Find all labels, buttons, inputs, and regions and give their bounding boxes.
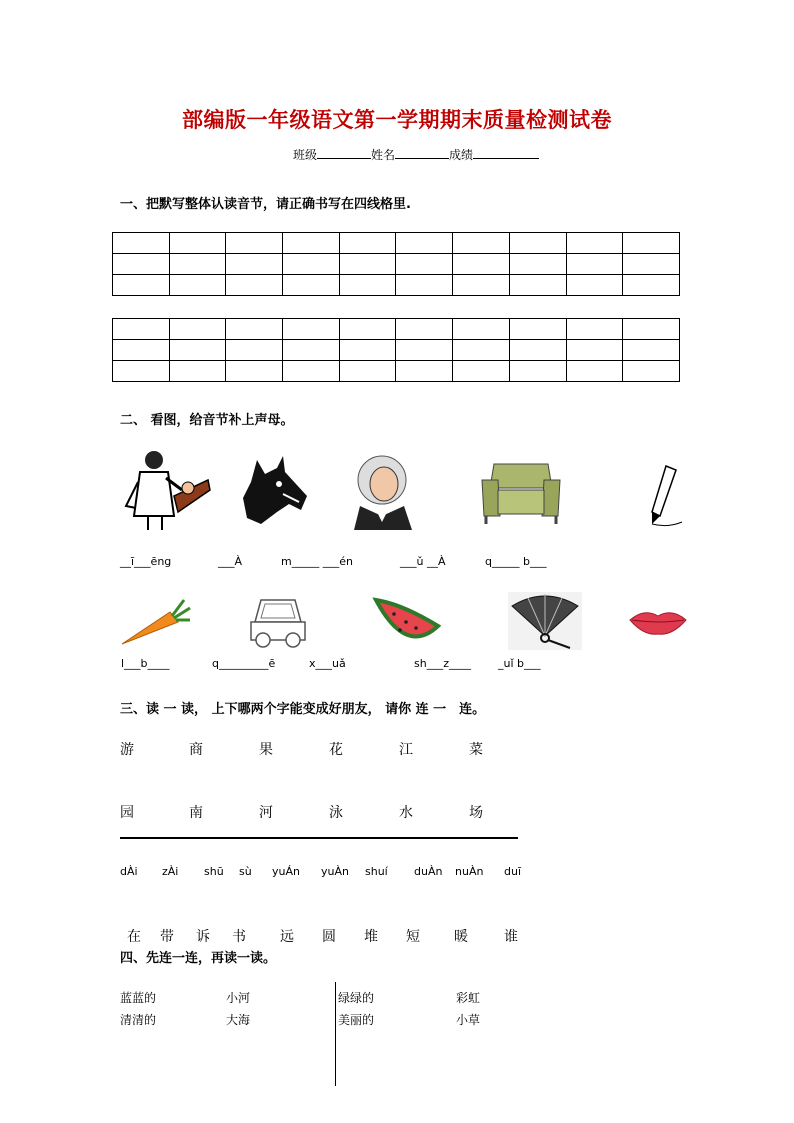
pinyin-blank[interactable]: sh___z____ xyxy=(414,657,471,670)
adjective-item[interactable]: 蓝蓝的 xyxy=(120,991,157,1005)
class-label: 班级 xyxy=(293,148,318,162)
word-char-bottom[interactable]: 场 xyxy=(469,805,483,821)
old-man-icon xyxy=(346,450,418,530)
doctor-icon xyxy=(118,446,212,532)
pinyin-item[interactable]: duī xyxy=(504,865,522,878)
word-char-top[interactable]: 菜 xyxy=(469,742,483,758)
section4-heading: 四、先连一连，再读一读。 xyxy=(120,951,277,966)
pinyin-blank[interactable]: ___À xyxy=(218,555,243,568)
section1-heading: 一、把默写整体认读音节，请正确书写在四线格里. xyxy=(120,197,411,212)
word-char-bottom[interactable]: 水 xyxy=(399,805,413,821)
score-label: 成绩 xyxy=(449,148,474,162)
hanzi-item[interactable]: 谁 xyxy=(504,929,518,945)
page-title: 部编版一年级语文第一学期期末质量检测试卷 xyxy=(182,108,612,132)
word-char-top[interactable]: 商 xyxy=(189,742,203,758)
hanzi-item[interactable]: 堆 xyxy=(364,929,378,945)
pinyin-blank[interactable]: x___uǎ xyxy=(309,657,346,670)
word-char-bottom[interactable]: 河 xyxy=(259,805,273,821)
word-char-top[interactable]: 游 xyxy=(120,742,134,758)
pinyin-blank[interactable]: ___ǔ __À xyxy=(400,555,446,568)
pinyin-item[interactable]: yuÁn xyxy=(272,865,300,878)
pinyin-blank[interactable]: q_________ē xyxy=(212,657,276,670)
pinyin-item[interactable]: shū xyxy=(204,865,224,878)
hanzi-item[interactable]: 短 xyxy=(406,929,420,945)
section2-heading: 二、 看图，给音节补上声母。 xyxy=(120,413,294,428)
student-info-line xyxy=(293,146,539,163)
pinyin-item[interactable]: yuÀn xyxy=(321,865,349,878)
pinyin-item[interactable]: duÀn xyxy=(414,865,443,878)
pinyin-blank[interactable]: __ī___ēng xyxy=(120,555,172,568)
four-line-grid-2[interactable] xyxy=(112,318,680,382)
word-char-bottom[interactable]: 泳 xyxy=(329,805,343,821)
pencil-icon xyxy=(648,462,684,532)
hanzi-item[interactable]: 书 xyxy=(232,929,246,945)
fan-icon xyxy=(508,592,582,650)
pinyin-item[interactable]: dÀi xyxy=(120,865,138,878)
column-divider xyxy=(335,982,336,1086)
watermelon-icon xyxy=(372,596,442,646)
car-icon xyxy=(247,594,309,652)
noun-item[interactable]: 彩虹 xyxy=(456,991,481,1005)
hanzi-item[interactable]: 在 xyxy=(127,929,141,945)
word-char-top[interactable]: 果 xyxy=(259,742,273,758)
hanzi-item[interactable]: 圆 xyxy=(322,929,336,945)
hanzi-item[interactable]: 远 xyxy=(280,929,294,945)
pinyin-item[interactable]: sù xyxy=(239,865,252,878)
pinyin-blank[interactable]: q_____ b___ xyxy=(485,555,547,568)
adjective-item[interactable]: 绿绿的 xyxy=(338,991,375,1005)
word-char-top[interactable]: 江 xyxy=(399,742,413,758)
carrot-icon xyxy=(118,594,192,648)
word-char-bottom[interactable]: 南 xyxy=(189,805,203,821)
word-char-top[interactable]: 花 xyxy=(329,742,343,758)
pinyin-blank[interactable]: l___b____ xyxy=(121,657,170,670)
four-line-grid-1[interactable] xyxy=(112,232,680,296)
name-blank[interactable] xyxy=(395,146,449,159)
pinyin-item[interactable]: nuÀn xyxy=(455,865,484,878)
adjective-item[interactable]: 美丽的 xyxy=(338,1013,375,1027)
hanzi-item[interactable]: 暖 xyxy=(454,929,468,945)
pinyin-blank[interactable]: _uǐ b___ xyxy=(498,657,541,670)
lips-icon xyxy=(628,608,688,636)
word-char-bottom[interactable]: 园 xyxy=(120,805,134,821)
hanzi-item[interactable]: 诉 xyxy=(196,929,210,945)
section3-heading: 三、读 一 读， 上下哪两个字能变成好朋友， 请你 连 一 连。 xyxy=(120,702,486,717)
pinyin-blank[interactable]: m_____ ___én xyxy=(281,555,353,568)
hanzi-item[interactable]: 带 xyxy=(160,929,174,945)
noun-item[interactable]: 小草 xyxy=(456,1013,481,1027)
sofa-icon xyxy=(480,458,562,526)
adjective-item[interactable]: 清清的 xyxy=(120,1013,157,1027)
divider-line xyxy=(120,837,518,839)
name-label: 姓名 xyxy=(371,148,396,162)
class-blank[interactable] xyxy=(317,146,371,159)
score-blank[interactable] xyxy=(473,146,539,159)
horse-icon xyxy=(237,454,313,526)
pinyin-item[interactable]: shuí xyxy=(365,865,388,878)
pinyin-item[interactable]: zÀi xyxy=(162,865,179,878)
noun-item[interactable]: 大海 xyxy=(226,1013,251,1027)
noun-item[interactable]: 小河 xyxy=(226,991,251,1005)
